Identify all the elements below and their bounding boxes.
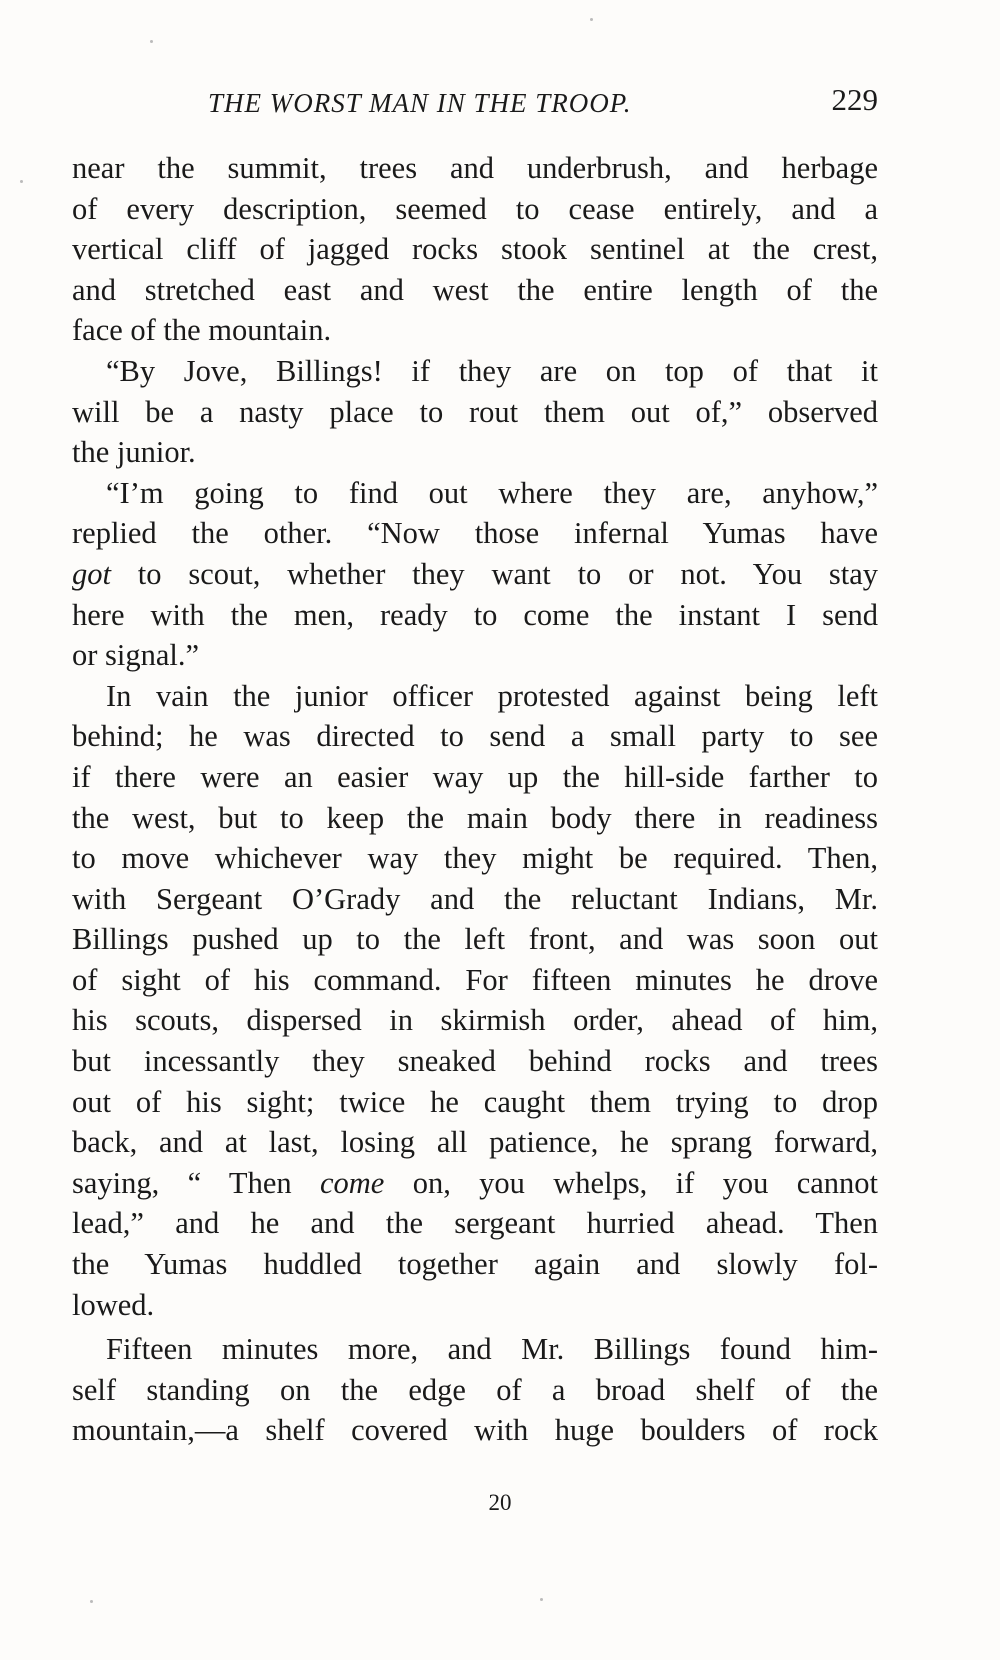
paper-speck	[20, 180, 23, 183]
text-line: Billings pushed up to the left front, and was soon out	[72, 922, 878, 957]
text-line: will be a nasty place to rout them out of,” observed	[72, 394, 878, 429]
paper-speck	[590, 18, 593, 21]
text-line: but incessantly they sneaked behind rocks and trees	[72, 1044, 878, 1079]
text-line: his scouts, dispersed in skirmish order, ahead of him,	[72, 1003, 878, 1038]
text-fragment: on, you whelps, if you cannot	[412, 1165, 879, 1200]
page-number: 229	[831, 82, 878, 117]
paper-speck	[150, 40, 153, 43]
paragraph-3	[72, 473, 878, 676]
text-line: to move whichever way they might be required. Then,	[72, 841, 878, 876]
text-line: In vain the junior officer protested against being left	[106, 678, 878, 713]
paragraph-2	[72, 351, 878, 473]
paragraph-4	[72, 676, 878, 1326]
text-line: or signal.”	[72, 638, 200, 673]
italic-word: got	[72, 556, 111, 591]
text-fragment: saying, “ Then	[72, 1165, 292, 1200]
signature-mark: 20	[488, 1490, 512, 1515]
text-line: lowed.	[72, 1287, 155, 1322]
text-line: lead,” and he and the sergeant hurried ahead. Then	[72, 1206, 878, 1241]
paper-speck	[90, 1600, 93, 1603]
text-line: of sight of his command. For fifteen minutes he drove	[72, 962, 878, 997]
text-line: if there were an easier way up the hill-side farther to	[72, 759, 878, 794]
text-line: back, and at last, losing all patience, he sprang forward,	[72, 1125, 878, 1160]
text-line: self standing on the edge of a broad shelf of the	[72, 1372, 878, 1407]
text-line: face of the mountain.	[72, 313, 332, 348]
text-line: and stretched east and west the entire length of the	[72, 272, 878, 307]
body-text	[72, 148, 878, 1451]
text-line: “I’m going to find out where they are, anyhow,”	[106, 475, 878, 510]
text-line	[72, 1163, 878, 1204]
text-line	[72, 554, 878, 595]
italic-word: come	[319, 1165, 385, 1200]
text-line: mountain,—a shelf covered with huge boulders of rock	[72, 1413, 878, 1448]
text-line: Fifteen minutes more, and Mr. Billings found him-	[106, 1332, 878, 1367]
text-line: near the summit, trees and underbrush, and herbage	[72, 151, 878, 185]
text-line: vertical cliff of jagged rocks stook sentinel at the crest,	[72, 232, 878, 267]
text-line: out of his sight; twice he caught them trying to drop	[72, 1084, 878, 1119]
text-line: the junior.	[72, 435, 196, 470]
paper-speck	[540, 1598, 543, 1601]
running-title: THE WORST MAN IN THE TROOP.	[208, 88, 632, 118]
running-header	[72, 82, 878, 132]
text-line: replied the other. “Now those infernal Yumas have	[72, 516, 878, 551]
paragraph-1	[72, 148, 878, 351]
text-line: the Yumas huddled together again and slowly fol-	[72, 1247, 878, 1282]
text-line: here with the men, ready to come the instant I send	[72, 597, 878, 632]
text-line: of every description, seemed to cease entirely, and a	[72, 191, 878, 226]
text-line: behind; he was directed to send a small party to see	[72, 719, 878, 754]
text-line: with Sergeant O’Grady and the reluctant Indians, Mr.	[72, 881, 878, 916]
paragraph-5	[72, 1329, 878, 1451]
text-fragment: to scout, whether they want to or not. You stay	[137, 556, 878, 591]
text-line: the west, but to keep the main body there in readiness	[72, 800, 878, 835]
text-line: “By Jove, Billings! if they are on top of that it	[106, 353, 878, 388]
